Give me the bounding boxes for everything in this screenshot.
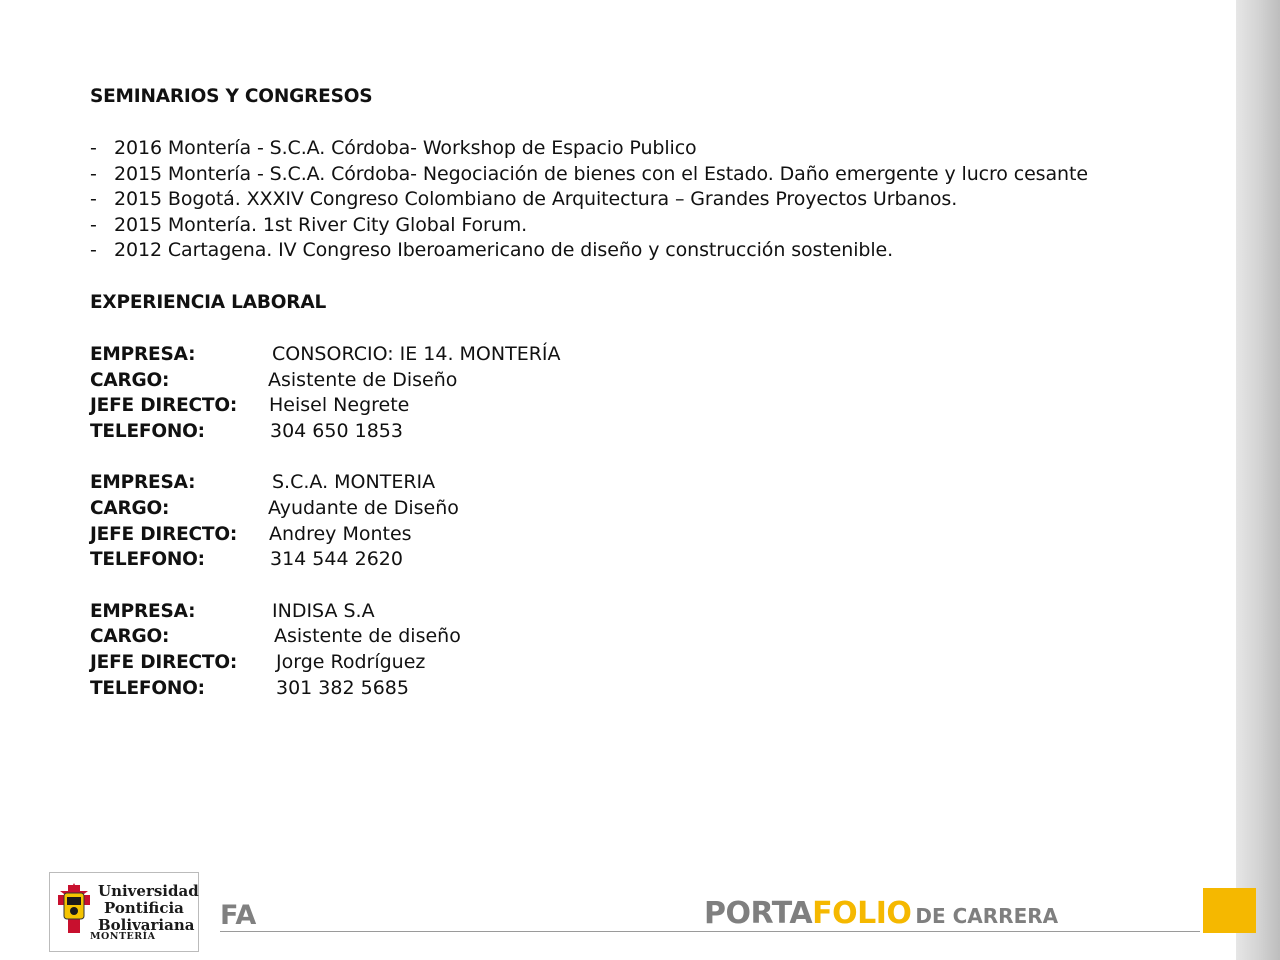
company-label: EMPRESA: bbox=[90, 343, 196, 365]
list-item: - 2012 Cartagena. IV Congreso Iberoamericano de diseño y construcción sostenible. bbox=[90, 239, 894, 262]
document-body bbox=[90, 84, 1230, 701]
company-value: CONSORCIO: IE 14. MONTERÍA bbox=[272, 342, 561, 365]
company-value: S.C.A. MONTERIA bbox=[272, 471, 436, 494]
boss-row bbox=[90, 393, 1230, 419]
phone-label: TELEFONO: bbox=[90, 549, 205, 571]
phone-row bbox=[90, 419, 1230, 445]
seminars-heading: SEMINARIOS Y CONGRESOS bbox=[90, 86, 373, 107]
phone-label: TELEFONO: bbox=[90, 420, 205, 442]
list-item: - 2015 Montería. 1st River City Global Forum. bbox=[90, 213, 528, 236]
role-row bbox=[90, 496, 1230, 522]
role-value: Asistente de diseño bbox=[274, 625, 461, 648]
company-label: EMPRESA: bbox=[90, 600, 196, 622]
role-row bbox=[90, 624, 1230, 650]
logo-city: MONTERÍA bbox=[90, 931, 156, 942]
side-gradient-bar bbox=[1236, 0, 1280, 960]
portfolio-title-part2: FOLIO bbox=[812, 896, 912, 931]
boss-label: JEFE DIRECTO: bbox=[90, 651, 238, 673]
phone-value: 301 382 5685 bbox=[276, 676, 409, 699]
phone-label: TELEFONO: bbox=[90, 677, 205, 699]
list-item: - 2015 Montería - S.C.A. Córdoba- Negociación de bienes con el Estado. Daño emergente y lucro cesante bbox=[90, 162, 1088, 185]
job-entry-3 bbox=[90, 599, 1230, 701]
role-label: CARGO: bbox=[90, 497, 170, 519]
boss-value: Jorge Rodríguez bbox=[276, 650, 426, 673]
seminars-list bbox=[90, 136, 1230, 264]
company-value: INDISA S.A bbox=[272, 599, 375, 622]
faculty-initials: FA bbox=[220, 900, 257, 931]
portfolio-title bbox=[704, 896, 1058, 931]
role-label: CARGO: bbox=[90, 626, 170, 648]
experience-heading: EXPERIENCIA LABORAL bbox=[90, 291, 327, 313]
phone-row bbox=[90, 676, 1230, 702]
boss-label: JEFE DIRECTO: bbox=[90, 523, 238, 545]
phone-row bbox=[90, 547, 1230, 573]
boss-row bbox=[90, 650, 1230, 676]
footer-divider bbox=[220, 931, 1200, 932]
company-row bbox=[90, 342, 1230, 368]
logo-wordmark: Universidad Pontificia Bolivariana bbox=[98, 882, 199, 934]
coat-of-arms-icon bbox=[54, 881, 94, 937]
phone-value: 314 544 2620 bbox=[270, 548, 403, 571]
role-label: CARGO: bbox=[90, 369, 170, 391]
portfolio-title-part1: PORTA bbox=[704, 896, 813, 931]
company-row bbox=[90, 470, 1230, 496]
boss-row bbox=[90, 522, 1230, 548]
role-row bbox=[90, 368, 1230, 394]
boss-value: Andrey Montes bbox=[269, 522, 412, 545]
job-entry-2 bbox=[90, 470, 1230, 572]
accent-square bbox=[1203, 888, 1256, 933]
university-logo bbox=[49, 872, 199, 952]
boss-value: Heisel Negrete bbox=[269, 394, 410, 417]
list-item: - 2016 Montería - S.C.A. Córdoba- Workshop de Espacio Publico bbox=[90, 137, 697, 159]
job-entry-1 bbox=[90, 342, 1230, 444]
company-label: EMPRESA: bbox=[90, 472, 196, 494]
portfolio-title-part3: DE CARRERA bbox=[915, 904, 1059, 928]
role-value: Asistente de Diseño bbox=[268, 368, 458, 391]
phone-value: 304 650 1853 bbox=[270, 419, 403, 442]
company-row bbox=[90, 599, 1230, 625]
role-value: Ayudante de Diseño bbox=[268, 496, 459, 519]
list-item: - 2015 Bogotá. XXXIV Congreso Colombiano de Arquitectura – Grandes Proyectos Urbanos. bbox=[90, 188, 958, 211]
boss-label: JEFE DIRECTO: bbox=[90, 395, 238, 417]
